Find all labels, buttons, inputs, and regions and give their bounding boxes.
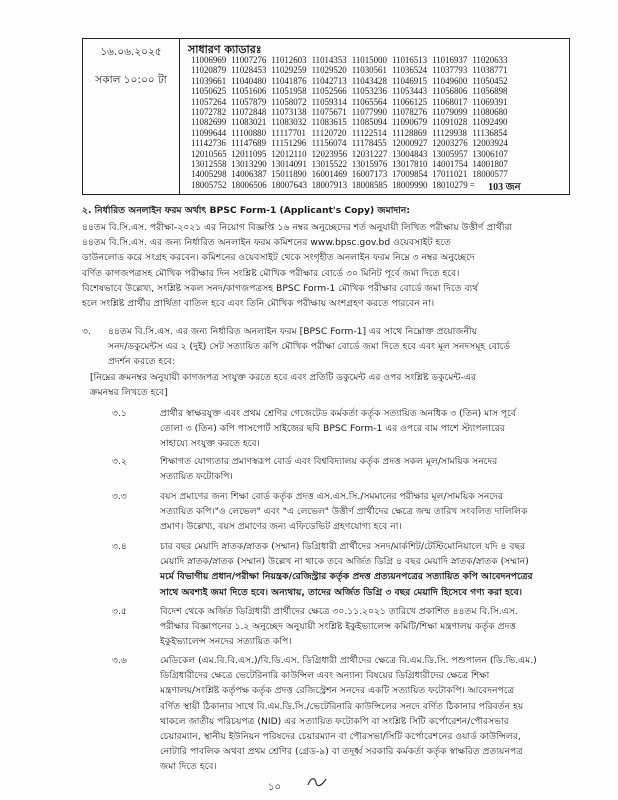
text-line: বিদেশ থেকে অর্জিত ডিগ্রিধারী প্রার্থীদের ক্ষেত্রে ৩০.১১.২০২১ তারিখে প্রকাশিত ৪৪তম বি.সি.এস. bbox=[160, 606, 518, 617]
text-line: [নিম্নের ক্রমনম্বর অনুযায়ী কাগজপত্র সংযুক্ত করতে হবে এবং প্রতিটি ডকুমেন্ট এর ওপর সংশ্লিষ্ট ডকুমেন্ট-এর bbox=[90, 372, 477, 383]
grid-row bbox=[191, 86, 565, 96]
registration-number: 11020879 bbox=[191, 65, 227, 76]
text-line: সনদ/ডকুমেন্টস এর ২ (দুই) সেট সত্যায়িত কপি মৌখিক পরীক্ষা বোর্ডে জমা দিতে হবে এবং মূল সনদসমূহ বোর্ডে bbox=[108, 341, 511, 353]
registration-number: 18000577 bbox=[472, 169, 508, 180]
registration-number: 11092490 bbox=[472, 117, 508, 128]
registration-number: 11072782 bbox=[191, 106, 227, 117]
registration-number: 11051606 bbox=[231, 86, 267, 97]
item-number: ৩.৪ bbox=[112, 541, 127, 552]
registration-number: 11028453 bbox=[231, 65, 267, 76]
registration-number: 11128869 bbox=[391, 127, 427, 138]
registration-number: 11059314 bbox=[311, 96, 347, 107]
text-line: মন্ত্রণালয়/সংশ্লিষ্ট কর্তৃপক্ষ কর্তৃক প্রদত্ত রেজিস্ট্রেশন সনদের একটি সত্যায়িত ফটোকপি। আবেদনপত্রে bbox=[160, 685, 515, 697]
grid-row bbox=[191, 159, 565, 169]
text-line: ৪৪তম বি.সি.এস. এর জন্য নির্ধারিত অনলাইন ফরম কমিশনের www.bpsc.gov.bd ওয়েবসাইট হতে bbox=[82, 237, 451, 249]
grid-row bbox=[191, 107, 565, 117]
grid-row bbox=[191, 65, 565, 75]
viva-schedule-table bbox=[82, 38, 570, 195]
registration-number: 11100880 bbox=[231, 127, 267, 138]
registration-number: 11129938 bbox=[432, 127, 467, 138]
registration-number: 18008585 bbox=[351, 179, 388, 190]
page-number: ১০ bbox=[268, 782, 281, 793]
section-2-heading: ২. নির্ধারিত অনলাইন ফরম অর্থাৎ BPSC Form-1 (Applicant's Copy) জমাদান: bbox=[82, 205, 411, 216]
registration-number: 11049600 bbox=[432, 75, 468, 86]
registration-number: 11051958 bbox=[271, 86, 307, 97]
text-line: হলে সংশ্লিষ্ট প্রার্থীর প্রার্থিতা বাতিল হবে এবং তিনি মৌখিক পরীক্ষায় অংশগ্রহণ করতে পারবেন না। bbox=[82, 298, 435, 309]
text-line: বর্ণিত কাগজপত্রসহ মৌখিক পরীক্ষার দিন সংশ্লিষ্ট মৌখিক পরীক্ষার বোর্ডে ৩০ মিনিট পূর্বে জমা দিতে হবে। bbox=[82, 267, 460, 279]
grid-row bbox=[191, 117, 565, 127]
registration-number: 11120720 bbox=[311, 127, 347, 138]
registration-number: 11058072 bbox=[271, 96, 307, 107]
text-line: মেডিকেল (এম.বি.বি.এস.)/বি.ডি.এস. ডিগ্রিধারী প্রার্থীদের ক্ষেত্রে বি.এম.ডি.সি. পশুপালন (ডি.ভি.এম.) bbox=[160, 655, 537, 666]
registration-number: 11038771 bbox=[472, 65, 508, 76]
registration-number: 11050452 bbox=[472, 75, 508, 86]
registration-number: 12031227 bbox=[351, 148, 388, 159]
grid-row bbox=[191, 55, 565, 65]
registration-number: 11030561 bbox=[351, 65, 387, 76]
registration-number: 11083615 bbox=[311, 117, 347, 128]
registration-number: 11078276 bbox=[391, 106, 428, 117]
registration-number: 13004843 bbox=[391, 148, 428, 159]
text-line: সাথে অবশ্যই জমা দিতে হবে। অন্যথায়, তাদের অর্জিত ডিগ্রি ৩ বছর মেয়াদি হিসেবে গণ্য করা হবে। bbox=[160, 586, 522, 598]
registration-number: 11053236 bbox=[351, 86, 387, 97]
registration-number: 12003276 bbox=[432, 138, 468, 149]
registration-number: 11056898 bbox=[472, 86, 508, 97]
registration-number: 11083021 bbox=[231, 117, 267, 128]
text-line: চার বছর মেয়াদি স্নাতক/স্নাতক (সম্মান) ডিগ্রিধারী প্রার্থীদের সনদ/মার্কশিট/টেস্টিমোনিয়ালে যদি ৪ বছর bbox=[160, 541, 526, 552]
section-3-number: ৩. bbox=[82, 326, 91, 337]
registration-number: 18007643 bbox=[271, 179, 307, 190]
grid-row bbox=[191, 149, 565, 159]
registration-number: 18007913 bbox=[311, 179, 348, 190]
registration-number: 11007276 bbox=[231, 55, 267, 65]
text-line: ৪৪তম বি.সি.এস. পরীক্ষা-২০২১ এর নিয়োগ বিজ্ঞপ্তি ১৬ নম্বর অনুচ্ছেদের শর্ত অনুযায়ী লিখিত পরীক্ষায় উত্তীর্ণ প্রার্থীরা bbox=[82, 222, 513, 233]
text-line: নোটারি পাবলিক অথবা প্রথম শ্রেণির (গ্রেড-৯) বা তদূর্ধ্ব সরকারি কর্মকর্তা কর্তৃক স্বাক্ষরিত প্রত্যয়নপত্র bbox=[160, 746, 523, 758]
registration-number: 18010279 = bbox=[432, 179, 475, 190]
registration-number: 13017810 bbox=[391, 158, 428, 169]
text-line: পরীক্ষার বিজ্ঞাপনের ১.২ অনুচ্ছেদ অনুযায়ী সংশ্লিষ্ট ইকুইভ্যালেন্স কমিটি/শিক্ষা মন্ত্রণালয় কর্তৃক প্রদত্ত bbox=[160, 621, 517, 633]
grid-row bbox=[191, 138, 565, 148]
registration-number: 11082699 bbox=[191, 117, 227, 128]
registration-number: 15011890 bbox=[271, 169, 307, 180]
registration-number: 11065564 bbox=[351, 96, 387, 107]
registration-number: 11006969 bbox=[191, 55, 227, 65]
schedule-time: সকাল ১০:০০ টা bbox=[95, 74, 167, 86]
registration-number: 13015522 bbox=[311, 158, 348, 169]
registration-number: 13005957 bbox=[432, 148, 468, 159]
item-number: ৩.৩ bbox=[112, 491, 127, 502]
grid-row bbox=[191, 76, 565, 86]
text-line: সত্যায়িত কপি।"ও লেভেল" এবং "এ লেভেল" উত্তীর্ণ প্রার্থীদের ক্ষেত্রে জন্ম তারিখ সংবলিত দালিলিক bbox=[160, 506, 528, 518]
text-line: ডাউনলোড করে সংগ্রহ করবেন। কমিশনের ওয়েবসাইট থেকে সংগৃহীত অনলাইন ফরম নিম্নে ৩ নম্বর অনুচ্ছেদে bbox=[82, 252, 475, 264]
registration-number: 11073138 bbox=[271, 106, 307, 117]
signature-mark bbox=[306, 775, 328, 789]
registration-number: 11178455 bbox=[351, 138, 387, 149]
text-line: জমা দিতে হবে। bbox=[160, 761, 217, 773]
item-number: ৩.১ bbox=[112, 408, 127, 419]
registration-number: 12010565 bbox=[191, 148, 227, 159]
registration-number: 11151296 bbox=[271, 138, 307, 149]
registration-number: 11068017 bbox=[432, 96, 468, 107]
item-number: ৩.৬ bbox=[112, 655, 127, 666]
registration-number: 12003924 bbox=[472, 138, 508, 149]
registration-number: 11040480 bbox=[231, 75, 267, 86]
registration-number: 11050625 bbox=[191, 86, 227, 97]
text-line: প্রার্থীর স্বাক্ষরযুক্ত এবং প্রথম শ্রেণির গেজেটেড কর্মকর্তা কর্তৃক সত্যায়িত অনধিক ৩ (তিন) মাস পূর্বে bbox=[160, 408, 516, 419]
registration-number: 11117701 bbox=[271, 127, 306, 138]
registration-number: 13014091 bbox=[271, 158, 307, 169]
registration-number: 11079099 bbox=[432, 106, 468, 117]
registration-number: 11041876 bbox=[271, 75, 307, 86]
item-number: ৩.২ bbox=[112, 456, 127, 467]
registration-number: 11015000 bbox=[351, 55, 387, 65]
registration-number: 11052566 bbox=[311, 86, 347, 97]
registration-number: 11042713 bbox=[311, 75, 347, 86]
text-line: ইকুইভ্যালেন্স সনদের সত্যায়িত কপি। bbox=[160, 636, 292, 648]
registration-number: 11039661 bbox=[191, 75, 227, 86]
registration-number: 11122514 bbox=[351, 127, 387, 138]
registration-number: 11069391 bbox=[472, 96, 508, 107]
text-line: থাকলে জাতীয় পরিচয়পত্র (NID) এর সত্যায়িত ফটোকপি বা সংশ্লিষ্ট সিটি কর্পোরেশন/পৌরসভার bbox=[160, 715, 509, 727]
registration-number: 17011021 bbox=[432, 169, 468, 180]
registration-number: 11053443 bbox=[391, 86, 428, 97]
registration-number: 11014353 bbox=[311, 55, 347, 65]
registration-number: 11072848 bbox=[231, 106, 267, 117]
registration-number: 12011095 bbox=[231, 148, 267, 159]
grid-row bbox=[191, 97, 565, 107]
registration-number: 11080680 bbox=[472, 106, 508, 117]
registration-number: 11036524 bbox=[391, 65, 428, 76]
text-line: মেয়াদি স্নাতক/স্নাতক (সম্মান) উল্লেখ না থাকে তবে অর্জিত ডিগ্রি ৪ বছর মেয়াদি স্নাতক/স্নাতক (সম্মান) bbox=[160, 556, 529, 568]
registration-number: 12023956 bbox=[311, 148, 348, 159]
registration-number: 11136854 bbox=[472, 127, 508, 138]
registration-number: 11057264 bbox=[191, 96, 227, 107]
registration-number: 11075671 bbox=[311, 106, 347, 117]
text-line: ৪৪তম বি.সি.এস. এর জন্য নির্ধারিত অনলাইন ফরম [BPSC Form-1] এর সাথে নিম্নোক্ত প্রয়োজনীয় bbox=[108, 326, 478, 337]
registration-number: 11057879 bbox=[231, 96, 267, 107]
registration-number: 11077990 bbox=[351, 106, 387, 117]
registration-number: 14005298 bbox=[191, 169, 227, 180]
registration-number: 11029259 bbox=[271, 65, 307, 76]
registration-number: 12012110 bbox=[271, 148, 307, 159]
registration-number: 11091028 bbox=[432, 117, 468, 128]
text-line: ক্রমনম্বর লিখতে হবে] bbox=[90, 387, 168, 399]
text-line: সাহায্যে সংযুক্ত করতে হবে। bbox=[160, 438, 260, 450]
registration-number: 13012558 bbox=[191, 158, 227, 169]
text-line: প্রদর্শন করতে হবে: bbox=[108, 356, 176, 368]
schedule-date: ১৬.০৬.২০২৫ bbox=[100, 46, 162, 58]
text-line: চেয়ারম্যান, স্থানীয় ইউনিয়ন পরিষদের চেয়ারম্যান বা পৌরসভা/সিটি কর্পোরেশনের ওয়ার্ড কাউন্সিলর, bbox=[160, 731, 521, 742]
text-line: বিশেষভাবে উল্লেখ্য, সংশ্লিষ্ট সকল সনদ/কাগজপত্রসহ BPSC Form-1 মৌখিক পরীক্ষার বোর্ডে জমা দিতে ব্যর্থ bbox=[82, 282, 479, 294]
registration-number: 16001469 bbox=[311, 169, 348, 180]
registration-number: 12000927 bbox=[391, 138, 428, 149]
registration-number: 11016937 bbox=[432, 55, 468, 65]
text-line: বয়স প্রমাণের জন্য শিক্ষা বোর্ড কর্তৃক প্রদত্ত এস.এস.সি./সমমানের পরীক্ষার মূল/সাময়িক সনদের bbox=[160, 491, 503, 502]
registration-number: 18005752 bbox=[191, 179, 227, 190]
grid-row bbox=[191, 128, 565, 138]
registration-number: 14006387 bbox=[231, 169, 267, 180]
registration-number: 11043428 bbox=[351, 75, 387, 86]
cadre-label: সাধারণ ক্যাডারঃ bbox=[188, 43, 262, 56]
registration-number: 11083032 bbox=[271, 117, 307, 128]
registration-number-grid bbox=[191, 55, 565, 193]
registration-number: 11037793 bbox=[432, 65, 468, 76]
text-line: ডিগ্রিধারীদের ক্ষেত্রে ভেটেরিনারি কাউন্সিল এবং অন্যান্য বিষয়ের ডিগ্রিধারীদের ক্ষেত্রে শিক্ষা bbox=[160, 670, 490, 682]
registration-number: 11156074 bbox=[311, 138, 347, 149]
registration-number: 11012603 bbox=[271, 55, 307, 65]
text-line: তোলা ৩ (তিন) কপি পাসপোর্ট সাইজের ছবি BPSC Form-1 এর ওপরে বাম পাশে স্ট্যাপলারের bbox=[160, 423, 505, 435]
text-line: বর্ণিত স্থায়ী ঠিকানার সাথে বি.এম.ডি.সি./ভেটেরিনারি কাউন্সিলের সনদে বর্ণিত ঠিকানার পরিবর্তন হয় bbox=[160, 700, 524, 712]
registration-number: 18006506 bbox=[231, 179, 267, 190]
registration-number: 14001807 bbox=[472, 158, 508, 169]
registration-number: 13015976 bbox=[351, 158, 388, 169]
registration-number: 11066125 bbox=[391, 96, 428, 107]
registration-number: 11016513 bbox=[391, 55, 428, 65]
text-line: সত্যায়িত ফটোকপি। bbox=[160, 471, 233, 483]
grid-row bbox=[191, 169, 565, 179]
registration-number: 11046915 bbox=[391, 75, 428, 86]
registration-number: 14001754 bbox=[432, 158, 468, 169]
registration-number: 11020633 bbox=[472, 55, 508, 65]
registration-number: 17009854 bbox=[391, 169, 428, 180]
text-line: শিক্ষাগত যোগ্যতার প্রমাণস্বরূপ বোর্ড এবং বিশ্ববিদ্যালয় কর্তৃক প্রদত্ত সকল মূল/সাময়িক সনদের bbox=[160, 456, 498, 467]
grid-row bbox=[191, 179, 565, 193]
registration-number: 11085094 bbox=[351, 117, 387, 128]
table-divider bbox=[179, 39, 180, 194]
registration-number: 16007173 bbox=[351, 169, 388, 180]
registration-number: 11142736 bbox=[191, 138, 226, 149]
text-line: মর্মে বিভাগীয় প্রধান/পরীক্ষা নিয়ন্ত্রক/রেজিস্ট্রার কর্তৃক প্রদত্ত প্রত্যয়নপত্রের সত্যায়িত কপি আবেদনপত্রের bbox=[160, 571, 533, 583]
text-line: প্রমাণ। উল্লেখ্য, বয়স প্রমাণের জন্য এফিডেভিট গ্রহণযোগ্য হবে না। bbox=[160, 521, 402, 533]
registration-number: 11029520 bbox=[311, 65, 347, 76]
registration-number: 11099644 bbox=[191, 127, 227, 138]
registration-number: 13013290 bbox=[231, 158, 267, 169]
registration-number: 11056806 bbox=[432, 86, 468, 97]
total-count: 103 জন bbox=[488, 181, 521, 193]
registration-number: 11090679 bbox=[391, 117, 428, 128]
registration-number: 11147689 bbox=[231, 138, 267, 149]
registration-number: 18009990 bbox=[391, 179, 428, 190]
registration-number: 13006107 bbox=[472, 148, 508, 159]
item-number: ৩.৫ bbox=[112, 606, 127, 617]
